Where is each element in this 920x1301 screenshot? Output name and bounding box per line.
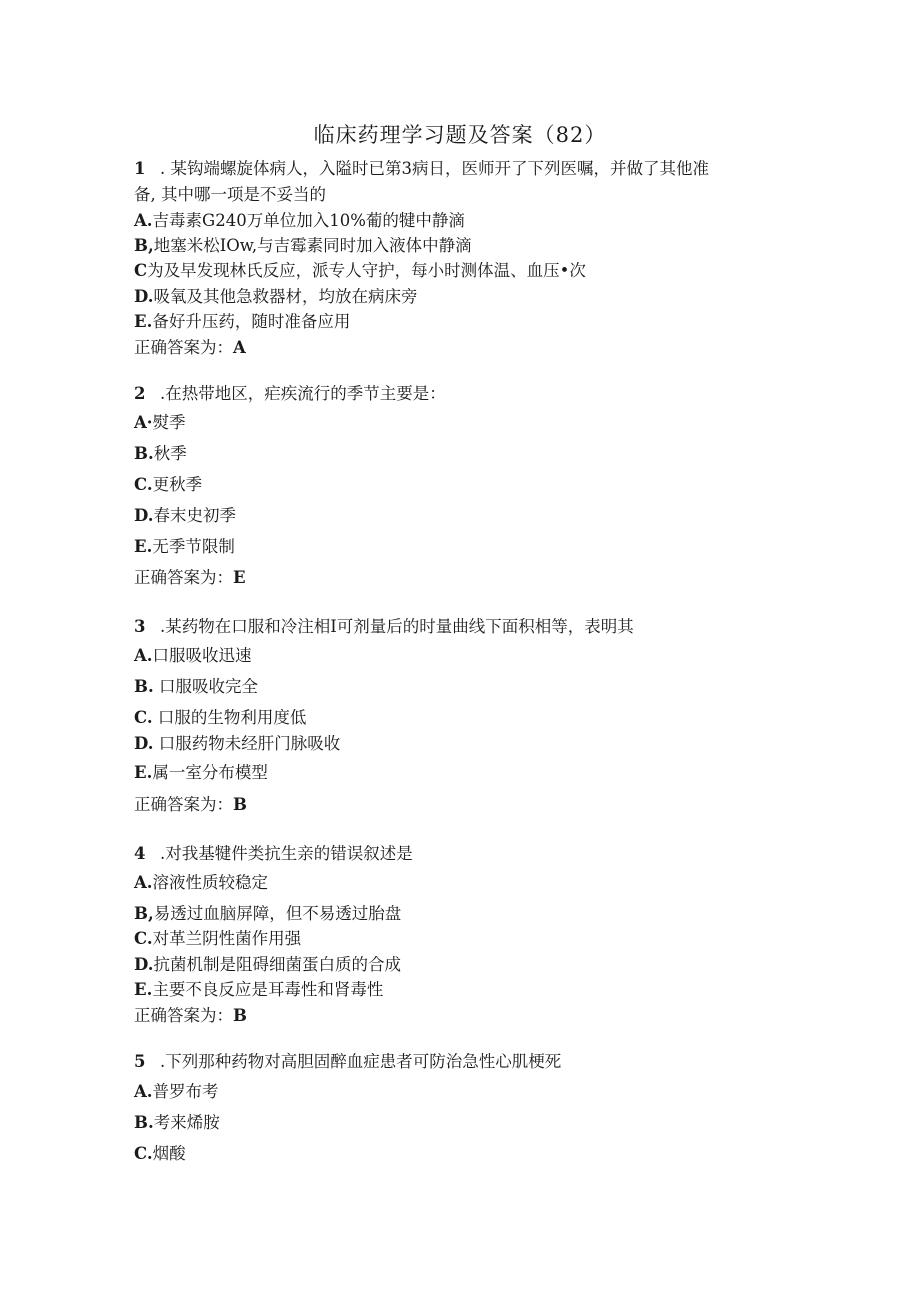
question-4-option-e [134,979,383,1001]
question-1-option-e [134,311,350,333]
answer-label: 正确答案为： [134,338,233,357]
option-key: B. [134,677,154,696]
question-4-option-c [134,928,301,950]
option-text: 主要不良反应是耳毒性和肾毒性 [152,980,384,999]
option-text: 口服的生物利用度低 [152,708,307,727]
question-2-option-d [134,505,236,527]
option-text: 地塞米松IOw,与吉霉素同时加入液体中静滴 [153,236,472,255]
question-2-stem [134,383,446,405]
option-text: 吉毒素G240万单位加入10%葡的犍中静滴 [152,211,465,230]
option-key: D. [134,287,154,306]
option-key: B. [134,1113,154,1132]
question-1-answer [134,337,246,359]
option-text: 抗菌机制是阻碍细菌蛋白质的合成 [153,955,401,974]
answer-label: 正确答案为： [134,1006,233,1025]
option-key: C. [134,708,153,727]
question-number: 1 [134,159,146,178]
question-2-option-c [134,474,202,496]
option-key: B, [134,236,154,255]
option-key: D. [134,506,154,525]
question-text: . 某钩端螺旋体病人，入隘时已第3病日，医师开了下列医嘱，并做了其他准 [160,159,709,178]
question-3-stem [134,616,634,638]
question-5-option-a [134,1081,219,1103]
answer-value: E [233,568,246,587]
question-number: 3 [134,617,146,636]
option-text: 熨季 [152,413,186,432]
question-text: .某药物在口服和冷注相I可剂量后的时量曲线下面积相等，表明其 [160,617,634,636]
page-title: 临床药理学习题及答案（82） [313,123,607,147]
question-3-option-b [134,676,258,698]
option-text: 吸氧及其他急救器材，均放在病床旁 [153,287,418,306]
option-key: C [134,261,148,280]
option-key: C. [134,1144,153,1163]
option-key: C. [134,475,153,494]
question-2-option-e [134,536,235,558]
question-text: .在热带地区，疟疾流行的季节主要是： [160,384,446,403]
option-key: B, [134,904,154,923]
option-key: E. [134,312,153,331]
question-3-option-d [134,733,340,755]
option-text: 更秋季 [152,475,203,494]
option-text: 无季节限制 [152,537,235,556]
question-5-option-c [134,1143,186,1165]
option-key: D. [134,955,154,974]
option-text: 烟酸 [152,1144,186,1163]
option-text: 对革兰阴性菌作用强 [152,929,302,948]
answer-label: 正确答案为： [134,795,233,814]
question-1-option-a [134,210,465,232]
question-4-option-d [134,954,401,976]
option-text: 溶液性质较稳定 [152,873,269,892]
answer-label: 正确答案为： [134,568,233,587]
option-text: 口服药物未经肝门脉吸收 [153,734,341,753]
option-key: A. [134,873,153,892]
question-1-option-c [134,260,586,282]
question-number: 4 [134,844,146,863]
question-3-option-c [134,707,306,729]
question-number: 2 [134,384,146,403]
question-3-option-e [134,762,268,784]
option-text: 秋季 [153,444,187,463]
option-text: 口服吸收迅速 [152,646,252,665]
question-text: .对我基犍件类抗生亲的错误叙述是 [160,844,413,863]
question-1-stem-line-2: 备, 其中哪一项是不妥当的 [134,185,326,204]
option-key: E. [134,537,153,556]
option-key: A· [134,413,153,432]
option-key: A. [134,1082,153,1101]
question-4-answer [134,1005,247,1027]
option-key: C. [134,929,153,948]
option-text: 考来烯胺 [153,1113,220,1132]
question-1-option-b [134,235,472,257]
option-key: D. [134,734,154,753]
question-2-option-b [134,443,187,465]
option-text: 属一室分布模型 [152,763,268,782]
option-key: E. [134,980,153,999]
question-2-option-a [134,412,186,434]
question-4-option-b [134,903,401,925]
option-text: 普罗布考 [152,1082,219,1101]
answer-value: A [233,338,246,357]
option-text: 口服吸收完全 [153,677,258,696]
option-text: 备好升压药，随时准备应用 [152,312,351,331]
question-3-option-a [134,645,252,667]
option-key: B. [134,444,154,463]
option-key: A. [134,646,153,665]
option-text: 春末史初季 [153,506,236,525]
option-key: E. [134,763,153,782]
option-text: 易透过血脑屏障，但不易透过胎盘 [153,904,402,923]
question-5-stem [134,1051,561,1073]
question-2-answer [134,567,246,589]
question-4-stem [134,843,413,865]
option-key: A. [134,211,153,230]
question-5-option-b [134,1112,220,1134]
question-1-option-d [134,286,417,308]
question-number: 5 [134,1052,146,1071]
question-1-stem-line-1 [134,158,709,180]
question-text: .下列那种药物对高胆固醉血症患者可防治急性心肌梗死 [160,1052,562,1071]
answer-value: B [233,1006,247,1025]
answer-value: B [233,795,247,814]
question-4-option-a [134,872,268,894]
option-text: 为及早发现林氏反应，派专人守护，每小时测体温、血压•次 [147,261,586,280]
question-3-answer [134,794,247,816]
